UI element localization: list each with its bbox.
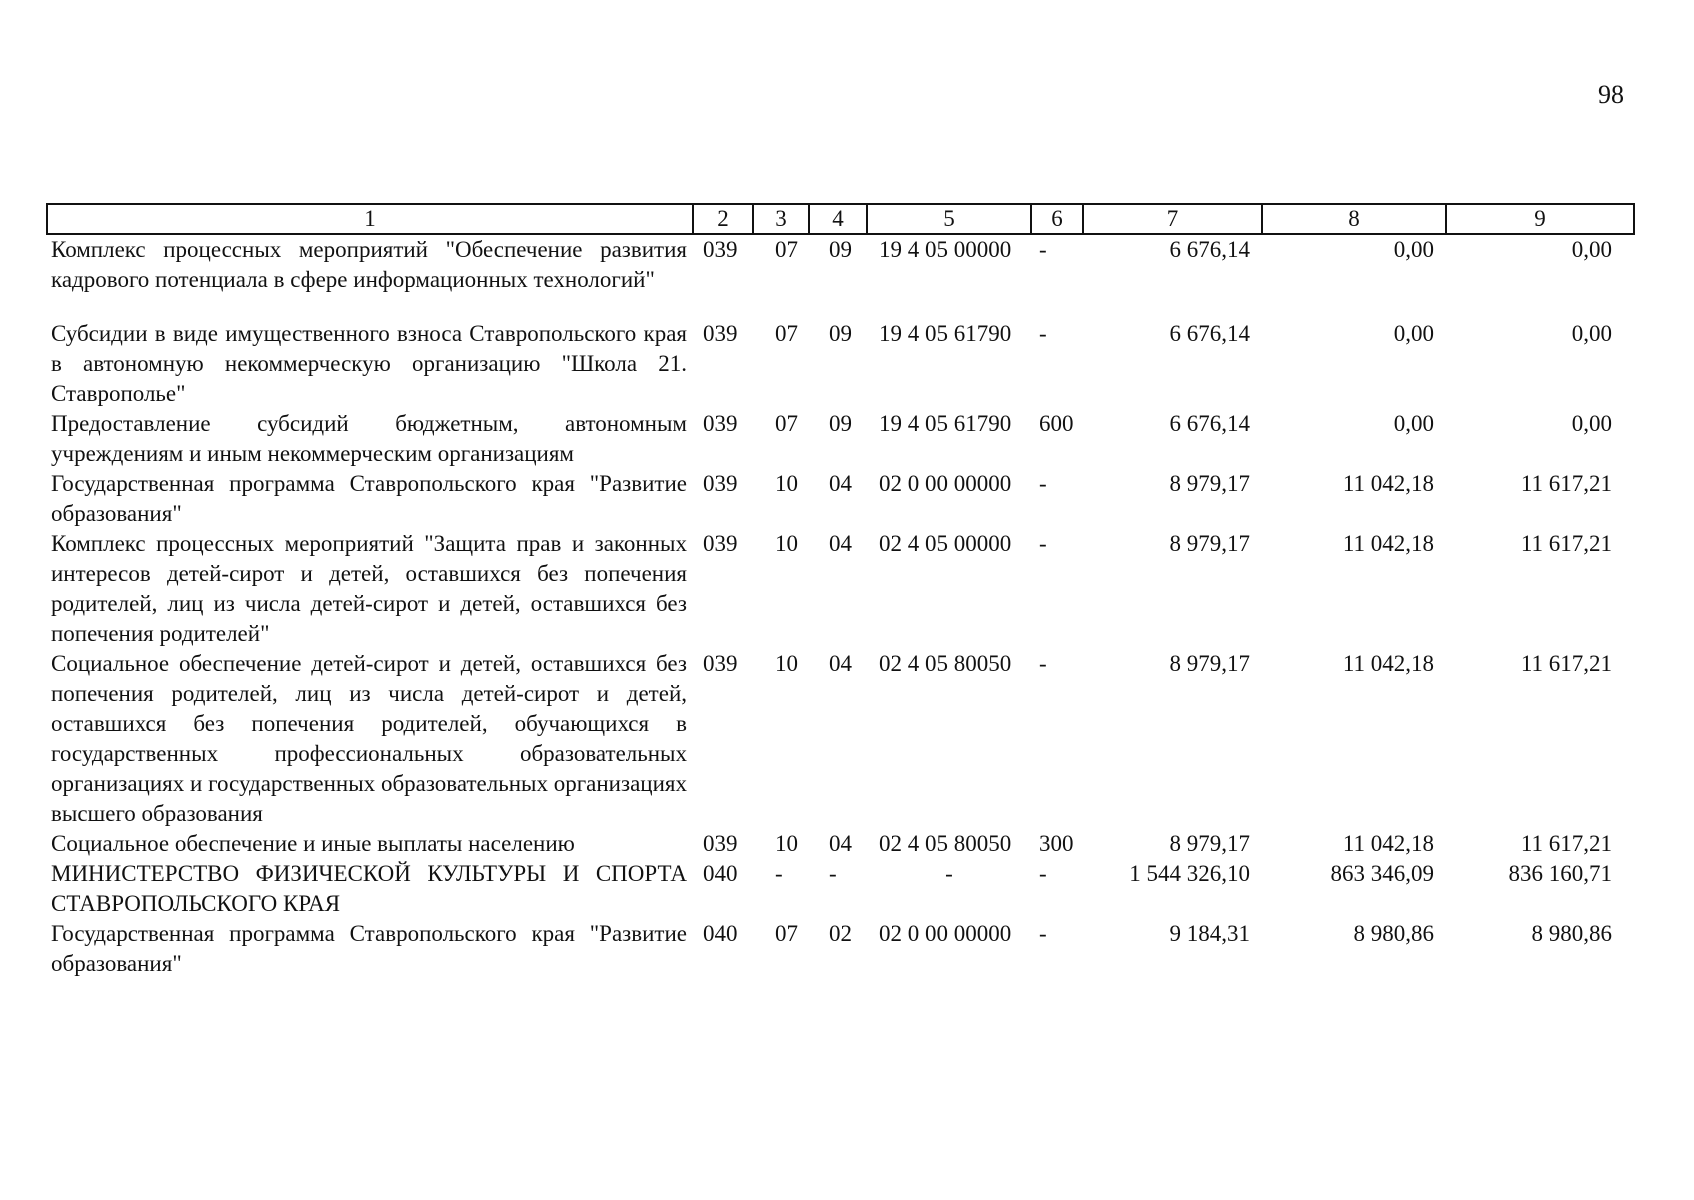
- row-col-9: 11 617,21: [1520, 471, 1612, 496]
- row-col-2: 039: [703, 237, 738, 262]
- row-col-2: 039: [703, 651, 738, 676]
- table-body: [47, 234, 1634, 979]
- row-col-8: 0,00: [1393, 237, 1434, 262]
- header-col-4: 4: [809, 204, 867, 234]
- row-col-4: 04: [829, 831, 852, 856]
- row-col-7: 6 676,14: [1169, 321, 1250, 346]
- row-col-6: 600: [1039, 411, 1074, 436]
- row-description: Социальное обеспечение детей-сирот и детей, оставшихся без попечения родителей, лиц из числа детей-сирот и детей, оставшихся без попечения родителей, обучающихся в государственных профессиональных образовательных организациях и государственных образовательных организациях высшего образования: [51, 651, 687, 826]
- row-col-8: 11 042,18: [1342, 531, 1434, 556]
- row-col-5: 02 4 05 80050: [879, 651, 1012, 676]
- row-col-2: 040: [703, 921, 738, 946]
- row-description: Субсидии в виде имущественного взноса Ставропольского края в автономную некоммерческую организацию "Школа 21. Ставрополье": [51, 321, 687, 406]
- table-row: [47, 234, 1634, 295]
- row-col-4: 04: [829, 471, 852, 496]
- row-col-5: 19 4 05 61790: [879, 411, 1012, 436]
- table-row: [47, 529, 1634, 649]
- row-col-9: 0,00: [1571, 321, 1612, 346]
- row-col-2: 039: [703, 531, 738, 556]
- row-col-8: 11 042,18: [1342, 651, 1434, 676]
- table-row: [47, 409, 1634, 469]
- row-col-4: 09: [829, 237, 852, 262]
- row-col-3: 10: [775, 651, 798, 676]
- row-col-9: 0,00: [1571, 411, 1612, 436]
- row-spacer: [47, 295, 1634, 319]
- budget-table: [46, 203, 1635, 979]
- row-col-3: 07: [775, 411, 798, 436]
- row-col-6: -: [1039, 861, 1047, 886]
- row-col-6: -: [1039, 531, 1047, 556]
- row-col-4: -: [829, 861, 837, 886]
- header-col-5: 5: [867, 204, 1031, 234]
- row-col-8: 8 980,86: [1353, 921, 1434, 946]
- row-col-9: 836 160,71: [1508, 861, 1612, 886]
- row-col-8: 11 042,18: [1342, 471, 1434, 496]
- row-col-4: 09: [829, 411, 852, 436]
- row-col-4: 02: [829, 921, 852, 946]
- row-col-9: 11 617,21: [1520, 531, 1612, 556]
- row-description: Социальное обеспечение и иные выплаты населению: [51, 831, 575, 856]
- row-col-6: -: [1039, 471, 1047, 496]
- row-description: Комплекс процессных мероприятий "Обеспечение развития кадрового потенциала в сфере информационных технологий": [51, 237, 687, 292]
- row-description: Комплекс процессных мероприятий "Защита прав и законных интересов детей-сирот и детей, оставшихся без попечения родителей, лиц из числа детей-сирот и детей, оставшихся без попечения родителей": [51, 531, 687, 646]
- row-col-8: 11 042,18: [1342, 831, 1434, 856]
- table-row: [47, 469, 1634, 529]
- row-col-7: 8 979,17: [1169, 831, 1250, 856]
- header-col-1: 1: [47, 204, 693, 234]
- row-col-5: 19 4 05 00000: [879, 237, 1012, 262]
- row-col-5: -: [945, 861, 953, 886]
- row-col-2: 039: [703, 831, 738, 856]
- table-header: [47, 204, 1634, 234]
- header-col-7: 7: [1083, 204, 1262, 234]
- row-col-3: -: [775, 861, 783, 886]
- row-col-9: 11 617,21: [1520, 831, 1612, 856]
- row-col-7: 9 184,31: [1169, 921, 1250, 946]
- row-col-4: 04: [829, 651, 852, 676]
- row-col-9: 0,00: [1571, 237, 1612, 262]
- row-col-4: 09: [829, 321, 852, 346]
- row-col-6: 300: [1039, 831, 1074, 856]
- row-col-5: 19 4 05 61790: [879, 321, 1012, 346]
- row-col-9: 11 617,21: [1520, 651, 1612, 676]
- table-row: [47, 829, 1634, 859]
- row-col-3: 10: [775, 471, 798, 496]
- row-col-3: 07: [775, 321, 798, 346]
- row-description: МИНИСТЕРСТВО ФИЗИЧЕСКОЙ КУЛЬТУРЫ И СПОРТА СТАВРОПОЛЬСКОГО КРАЯ: [51, 861, 687, 916]
- row-col-5: 02 0 00 00000: [879, 921, 1012, 946]
- row-col-3: 07: [775, 237, 798, 262]
- row-col-6: -: [1039, 921, 1047, 946]
- header-col-8: 8: [1262, 204, 1446, 234]
- row-col-3: 10: [775, 531, 798, 556]
- row-col-5: 02 0 00 00000: [879, 471, 1012, 496]
- row-description: Предоставление субсидий бюджетным, автономным учреждениям и иным некоммерческим организациям: [51, 411, 687, 466]
- row-col-4: 04: [829, 531, 852, 556]
- table-row: [47, 649, 1634, 829]
- row-col-7: 1 544 326,10: [1129, 861, 1250, 886]
- header-col-2: 2: [693, 204, 753, 234]
- row-description: Государственная программа Ставропольского края "Развитие образования": [51, 921, 687, 976]
- row-col-5: 02 4 05 00000: [879, 531, 1012, 556]
- row-col-8: 0,00: [1393, 411, 1434, 436]
- header-col-6: 6: [1031, 204, 1083, 234]
- row-col-8: 0,00: [1393, 321, 1434, 346]
- page-number: 98: [1598, 80, 1624, 109]
- header-row: [47, 204, 1634, 234]
- table-row: [47, 859, 1634, 919]
- row-col-6: -: [1039, 321, 1047, 346]
- row-col-7: 6 676,14: [1169, 237, 1250, 262]
- row-col-7: 6 676,14: [1169, 411, 1250, 436]
- row-col-2: 039: [703, 321, 738, 346]
- row-col-5: 02 4 05 80050: [879, 831, 1012, 856]
- row-col-6: -: [1039, 237, 1047, 262]
- row-col-7: 8 979,17: [1169, 651, 1250, 676]
- row-description: Государственная программа Ставропольского края "Развитие образования": [51, 471, 687, 526]
- row-col-3: 07: [775, 921, 798, 946]
- row-col-9: 8 980,86: [1531, 921, 1612, 946]
- row-col-2: 039: [703, 471, 738, 496]
- row-col-2: 039: [703, 411, 738, 436]
- header-col-9: 9: [1446, 204, 1634, 234]
- row-col-2: 040: [703, 861, 738, 886]
- row-col-6: -: [1039, 651, 1047, 676]
- row-col-3: 10: [775, 831, 798, 856]
- table-row: [47, 919, 1634, 979]
- row-col-8: 863 346,09: [1330, 861, 1434, 886]
- row-col-7: 8 979,17: [1169, 471, 1250, 496]
- row-col-7: 8 979,17: [1169, 531, 1250, 556]
- header-col-3: 3: [753, 204, 809, 234]
- table-row: [47, 319, 1634, 409]
